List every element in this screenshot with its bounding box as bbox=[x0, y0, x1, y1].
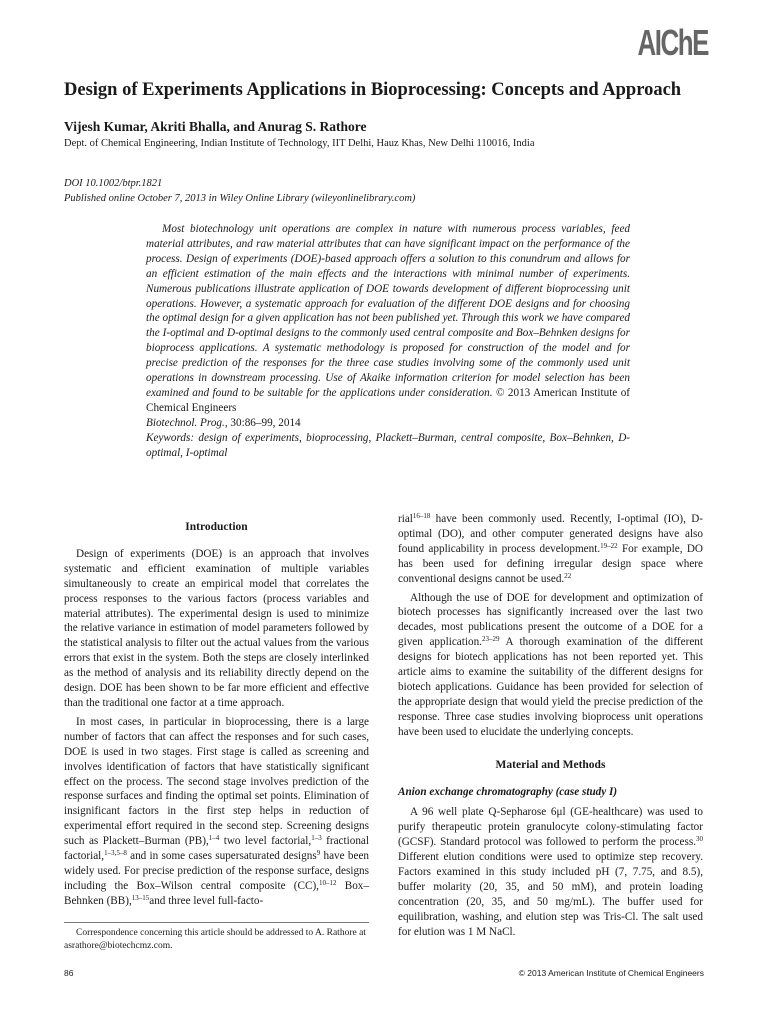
citation-journal: Biotechnol. Prog. bbox=[146, 416, 225, 429]
introduction-heading: Introduction bbox=[185, 521, 248, 533]
doi-line: DOI 10.1002/btpr.1821 bbox=[64, 178, 163, 189]
text-run: Although the use of DOE for development and optimization of biotech processes has significantly increased over the last two decades, most publications present the outcome of a DOE for a given application. bbox=[398, 591, 703, 649]
text-run: A thorough examination of the different designs for biotech applications has not been reported yet. This article aims to examine the suitability of the different designs for biotech applications. Guidance has been provided for selection of the appropriate design that would yield the precise prediction of the response. Three case studies involving bioprocess unit operations have been used to elucidate the underlying concepts. bbox=[398, 636, 704, 738]
citation-ref: 9 bbox=[316, 849, 321, 858]
left-column bbox=[64, 512, 369, 909]
footer-copyright: © 2013 American Institute of Chemical Engineers bbox=[518, 968, 704, 978]
keywords: Keywords: design of experiments, bioprocessing, Plackett–Burman, central composite, Box–Behnken, D-optimal, I-optimal bbox=[146, 431, 630, 459]
text-run: A 96 well plate Q-Sepharose 6μl (GE-healthcare) was used to purify therapeutic protein granulocyte colony-stimulating factor (GCSF). Standard protocol was followed to perform the process. bbox=[398, 806, 703, 849]
published-line: Published online October 7, 2013 in Wiley Online Library (wileyonlinelibrary.com) bbox=[64, 193, 416, 204]
text-run: have been widely used. For precise prediction of the response surface, designs including the Box–Wilson central composite (CC), bbox=[64, 850, 369, 892]
text-run: In most cases, in particular in bioprocessing, there is a large number of factors that can affect the responses and for such cases, DOE is used in two stages. First stage is called as screening and involves identification of factors that have statistically significant effect on the process. The second stage involves prediction of the response surfaces and finding the optimal set points. Elimination of insignificant factors in the first step helps in reduction of experimental effort required in the second step. Screening designs such as Plackett–Burman (PB), bbox=[64, 715, 369, 848]
footnote-divider bbox=[64, 922, 369, 923]
text-run: Different elution conditions were used to optimize step recovery. Factors examined in this study included pH (7, 7.75, and 8.5), buffer molarity (20, 35, and 50 mM), and protein loading concentration (20, 35, and 50 mg/mL). The buffer used for equilibration, washing, and elution step was Tris-Cl. The salt used for elution was 1 M NaCl. bbox=[398, 851, 703, 938]
text-run: rial bbox=[398, 513, 413, 525]
correspondence-footnote: Correspondence concerning this article should be addressed to A. Rathore at asrathore@biotechcmz.com. bbox=[64, 928, 366, 951]
text-run: two level factorial, bbox=[219, 835, 312, 848]
text-run: and three level full-facto- bbox=[149, 894, 264, 907]
case-study-heading: Anion exchange chromatography (case study I) bbox=[398, 785, 618, 798]
citation-ref: 13–15 bbox=[131, 893, 150, 902]
citation bbox=[146, 417, 301, 429]
affiliation: Dept. of Chemical Engineering, Indian Institute of Technology, IIT Delhi, Hauz Khas, New Delhi 110016, India bbox=[64, 138, 535, 149]
citation-ref: 16–18 bbox=[412, 512, 431, 520]
methods-heading: Material and Methods bbox=[495, 758, 606, 771]
journal-logo: AIChE bbox=[637, 22, 708, 63]
article-title: Design of Experiments Applications in Bioprocessing: Concepts and Approach bbox=[64, 80, 682, 100]
right-column bbox=[398, 512, 703, 940]
page-number: 86 bbox=[64, 968, 74, 978]
abstract-body bbox=[146, 222, 630, 431]
methods-paragraph bbox=[398, 805, 703, 939]
intro-paragraph-1: Design of experiments (DOE) is an approach that involves systematic and efficient examination of multiple variables simultaneously to create an empirical model that correlates the process responses to the various factors (process variables and material attributes). The experimental design is used to minimize the relative variance in estimation of model parameters followed by the statistical analysis to filter out the actual values from the various errors that exist in the system. Both the steps are closely interlinked as the method of analysis and its reliability directly depend on the design. DOE has been shown to be far more efficient and effective than the traditional one factor at a time approach. bbox=[64, 547, 369, 709]
intro-paragraph-2 bbox=[64, 715, 369, 909]
author-list: Vijesh Kumar, Akriti Bhalla, and Anurag S. Rathore bbox=[64, 119, 367, 134]
text-run: and in some cases supersaturated designs bbox=[126, 850, 317, 863]
publication-info bbox=[64, 176, 415, 206]
aim-paragraph bbox=[398, 591, 703, 740]
citation-ref: 1–4 bbox=[208, 834, 220, 843]
citation-ref: 1–3 bbox=[311, 834, 322, 843]
citation-ref: 30 bbox=[696, 835, 703, 844]
text-run: fractional factorial, bbox=[64, 835, 369, 863]
text-run: Box–Behnken (BB), bbox=[64, 879, 369, 907]
citation-ref: 22 bbox=[564, 571, 572, 580]
citation-ref: 1–3,5–8 bbox=[104, 849, 127, 858]
citation-ref: 19–22 bbox=[600, 541, 618, 550]
abstract-text: Most biotechnology unit operations are complex in nature with numerous process variables, feed material attributes, and raw material attributes that can have significant impact on the performance of the process. Design of experiments (DOE)-based approach offers a solution to this conundrum and allows for an efficient estimation of the main effects and the interactions with minimal number of experiments. Numerous publications illustrate application of DOE towards development of different bioprocessing unit operations. However, a systematic approach for evaluation of the different DOE designs and for choosing the optimal design for a given application has not been published yet. Through this work we have compared the I-optimal and D-optimal designs to the commonly used central composite and Box–Behnken designs for bioprocess applications. A systematic methodology is proposed for construction of the model and for precise prediction of the responses for the three case studies involving some of the commonly used unit operations in downstream processing. Use of Akaike information criterion for model selection has been examined and found to be suitable for the applications under consideration. bbox=[146, 223, 630, 399]
abstract bbox=[146, 222, 630, 461]
citation-volume: , 30:86–99, 2014 bbox=[224, 416, 301, 429]
text-run: have been commonly used. Recently, I-optimal (IO), D-optimal (DO), and other computer generated designs have also found applicability in process development. bbox=[398, 513, 703, 555]
continued-paragraph bbox=[398, 512, 703, 587]
abstract-copyright: © 2013 American Institute of Chemical Engineers bbox=[146, 386, 631, 414]
citation-ref: 10–12 bbox=[318, 878, 337, 887]
text-run: For example, DO has been used for defining irregular design space where conventional designs cannot be used. bbox=[398, 542, 703, 585]
citation-ref: 23–29 bbox=[481, 635, 500, 644]
